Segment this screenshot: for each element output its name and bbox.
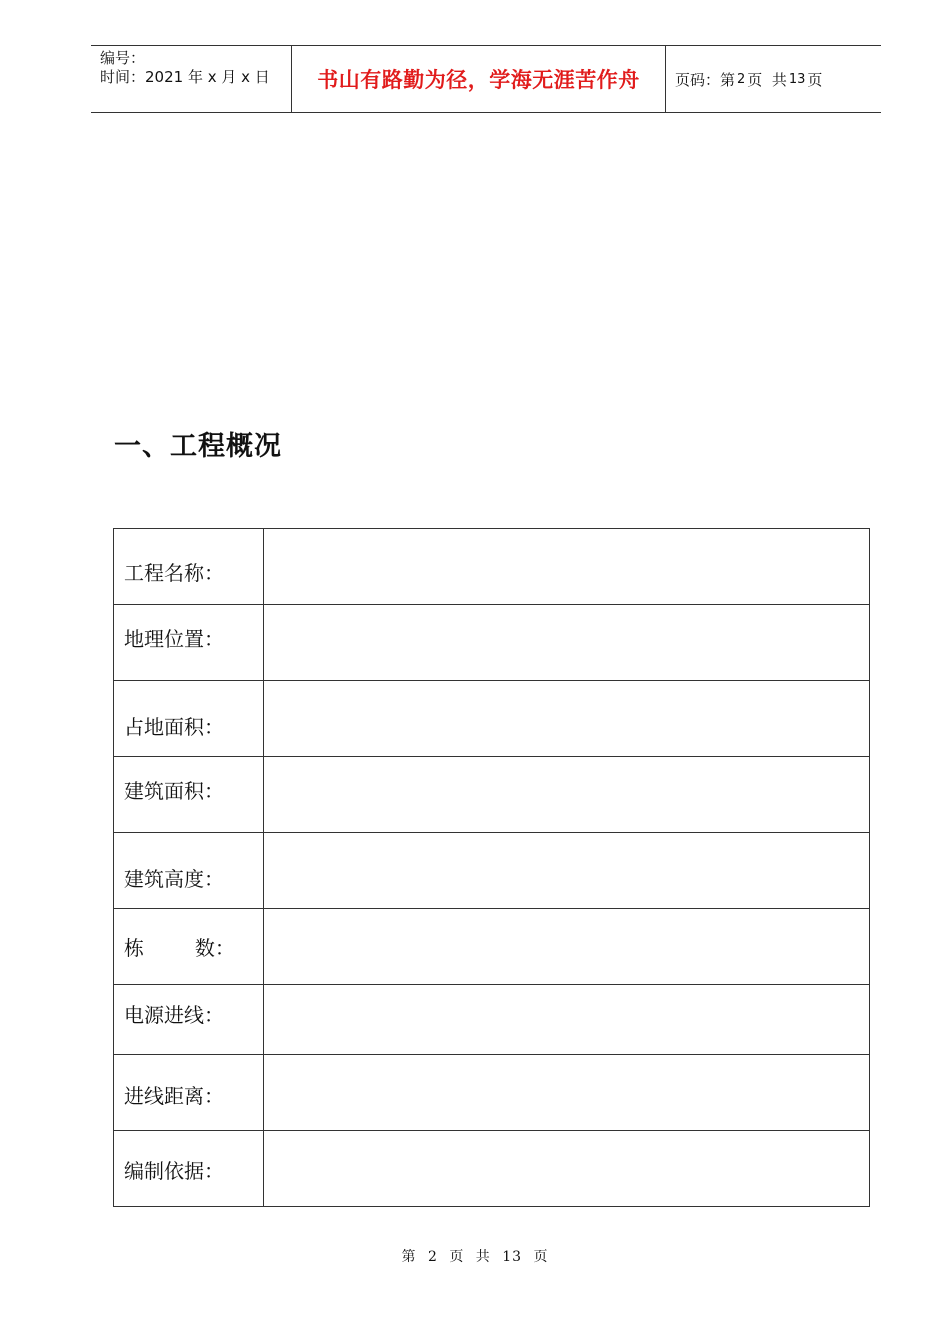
page-footer	[0, 1246, 950, 1266]
table-row	[114, 833, 870, 909]
footer-word-3: 共	[475, 1249, 491, 1265]
row-label-inlet-distance: 进线距离：	[114, 1055, 264, 1131]
project-overview-table	[113, 528, 870, 1207]
row-label-power-inlet: 电源进线：	[114, 985, 264, 1055]
table-row	[114, 1055, 870, 1131]
footer-word-1: 第	[401, 1249, 417, 1265]
row-value-building-height	[264, 833, 870, 909]
header-motto: 书山有路勤为径，学海无涯苦作舟	[292, 46, 666, 112]
table-row	[114, 909, 870, 985]
table-row	[114, 985, 870, 1055]
header-page-number	[666, 46, 881, 112]
row-value-building-area	[264, 757, 870, 833]
footer-word-2: 页	[449, 1249, 465, 1265]
section-title: 一、工程概况	[114, 431, 282, 462]
row-value-building-count	[264, 909, 870, 985]
row-value-power-inlet	[264, 985, 870, 1055]
row-value-location	[264, 605, 870, 681]
page-header	[91, 45, 881, 113]
row-label-project-name: 工程名称：	[114, 529, 264, 605]
row-value-land-area	[264, 681, 870, 757]
row-value-basis	[264, 1131, 870, 1207]
table-row	[114, 1131, 870, 1207]
row-label-basis: 编制依据：	[114, 1131, 264, 1207]
page-prefix: 页码：第	[675, 70, 736, 89]
row-label-land-area: 占地面积：	[114, 681, 264, 757]
row-label-building-area: 建筑面积：	[114, 757, 264, 833]
row-label-building-count: 栋 数：	[114, 909, 264, 985]
page-suffix: 页	[807, 70, 823, 89]
serial-label: 编号：	[100, 49, 146, 67]
row-value-inlet-distance	[264, 1055, 870, 1131]
table-row	[114, 605, 870, 681]
page-current: 2	[737, 71, 746, 87]
row-label-location: 地理位置：	[114, 605, 264, 681]
table-row	[114, 757, 870, 833]
table-row	[114, 681, 870, 757]
time-label: 时间：2021 年 x 月 x 日	[100, 68, 270, 86]
table-row	[114, 529, 870, 605]
page-total: 13	[788, 71, 806, 87]
page-mid: 页 共	[747, 70, 787, 89]
row-label-building-height: 建筑高度：	[114, 833, 264, 909]
footer-word-4: 页	[533, 1249, 549, 1265]
footer-total: 13	[502, 1249, 523, 1265]
header-meta	[91, 46, 292, 112]
row-value-project-name	[264, 529, 870, 605]
footer-current: 2	[427, 1249, 438, 1265]
